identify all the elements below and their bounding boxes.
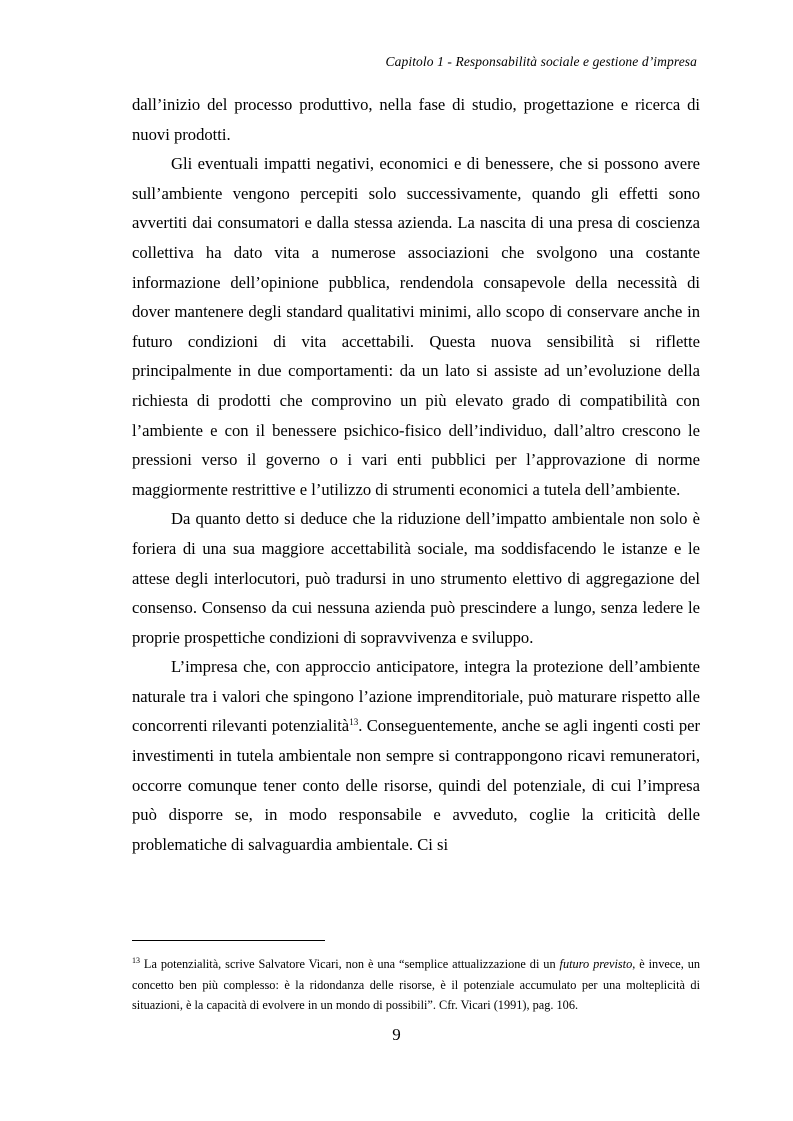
body-text <box>132 90 700 859</box>
paragraph-text-before-note: L’impresa che, con approccio anticipatore, integra la protezione dell’ambiente naturale tra i valori che spingono l’azione imprenditoriale, può maturare rispetto alle concorrenti rilevanti potenzialità <box>132 657 700 736</box>
paragraph-text-after-note: . Conseguentemente, anche se agli ingenti costi per investimenti in tutela ambientale non sempre si contrappongono ricavi remuneratori, occorre comunque tener conto delle risorse, quindi del potenziale, di cui l’impresa può disporre se, in modo responsabile e avveduto, coglie la criticità delle problematiche di salvaguardia ambientale. Ci si <box>132 716 701 854</box>
footnote-reference[interactable]: 13 <box>349 717 359 728</box>
paragraph-impresa-anticipatore <box>132 652 700 859</box>
paragraph-continuation: dall’inizio del processo produttivo, nella fase di studio, progettazione e ricerca di nuovi prodotti. <box>132 95 700 144</box>
paragraph-riduzione-impatto: Da quanto detto si deduce che la riduzione dell’impatto ambientale non solo è foriera di una sua maggiore accettabilità sociale, ma soddisfacendo le istanze e le attese degli interlocutori, può tradursi in uno strumento elettivo di aggregazione del consenso. Consenso da cui nessuna azienda può prescindere a lungo, senza ledere le proprie prospettiche condizioni di sopravvivenza e sviluppo. <box>132 509 700 647</box>
footnote-text: La potenzialità, scrive Salvatore Vicari, non è una “semplice attualizzazione di un <box>140 957 560 971</box>
footnote-number: 13 <box>132 956 140 965</box>
footnote-separator <box>132 940 325 941</box>
running-header: Capitolo 1 - Responsabilità sociale e gestione d’impresa <box>385 54 697 69</box>
footnote <box>132 954 700 1016</box>
page-number: 9 <box>392 1025 401 1044</box>
footnote-text-end: , è invece, un concetto ben più complesso: è la ridondanza delle risorse, è il potenziale accumulato per una molteplicità di situazioni, è la capacità di evolvere in un mondo di possibili”. Cfr. Vicari (1991), pag. 106. <box>132 957 701 1012</box>
paragraph-impatti-negativi: Gli eventuali impatti negativi, economici e di benessere, che si possono avere sull’ambiente vengono percepiti solo successivamente, quando gli effetti sono avvertiti dai consumatori e dalla stessa azienda. La nascita di una presa di coscienza collettiva ha dato vita a numerose associazioni che svolgono una costante informazione dell’opinione pubblica, rendendola consapevole della necessità di dover mantenere degli standard qualitativi minimi, allo scopo di conservare anche in futuro condizioni di vita accettabili. Questa nuova sensibilità si riflette principalmente in due comportamenti: da un lato si assiste ad un’evoluzione della richiesta di prodotti che comprovino un più elevato grado di compatibilità con l’ambiente e con il benessere psichico-fisico dell’individuo, dall’altro crescono le pressioni verso il governo o i vari enti pubblici per l’approvazione di norme maggiormente restrittive e l’utilizzo di strumenti economici a tutela dell’ambiente. <box>132 154 700 499</box>
footnote-italic-term: futuro previsto <box>559 957 633 971</box>
